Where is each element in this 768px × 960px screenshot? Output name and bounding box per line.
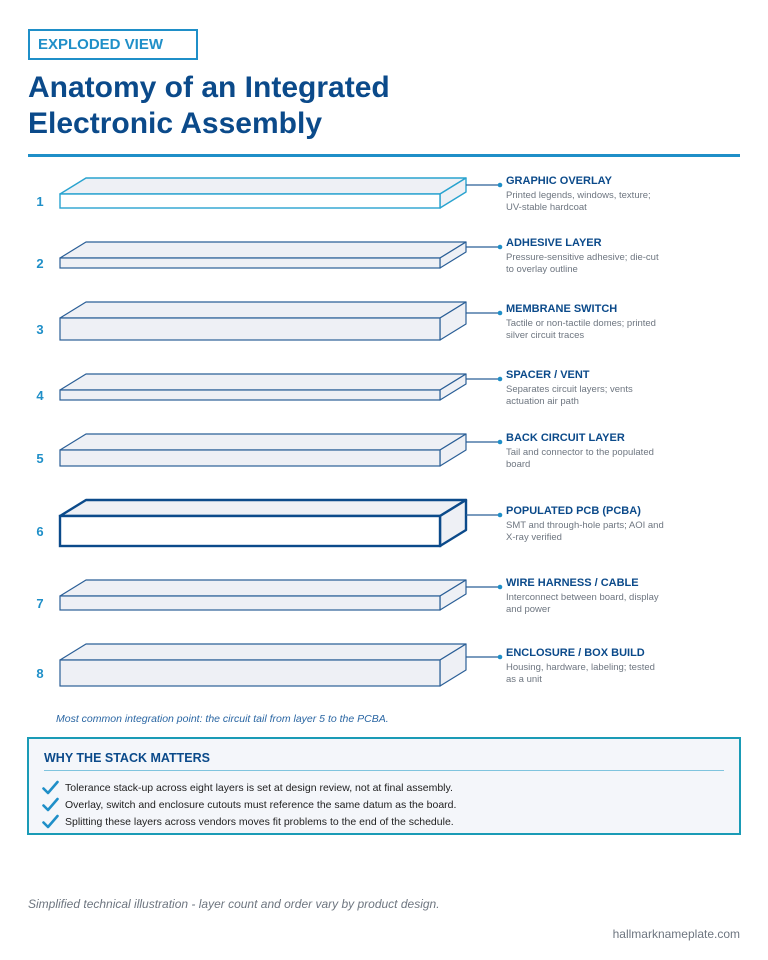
layer-number: 3 [36,322,44,337]
slab-front-face [60,258,440,268]
layer-label-7 [506,577,666,616]
slab-top-face [60,644,466,660]
slab-top-face [60,580,466,596]
leader-dot [498,311,503,316]
slab-front-face [60,660,440,686]
why-item [42,814,454,830]
layer-slab-1 [36,178,502,209]
layer-description: Separates circuit layers; vents actuation air path [506,384,633,407]
slab-front-face [60,516,440,546]
slab-front-face [60,318,440,340]
title-line-1: Anatomy of an Integrated [28,71,390,104]
layer-number: 8 [36,666,44,681]
layer-name: GRAPHIC OVERLAY [506,175,612,187]
slab-top-face [60,178,466,194]
layer-label-8 [506,647,666,686]
site-url: hallmarknameplate.com [612,927,740,941]
layer-label-4 [506,369,666,408]
layer-description: SMT and through-hole parts; AOI and X-ray verified [506,520,664,543]
leader-dot [498,377,503,382]
checkmark-icon [42,780,59,796]
layer-label-6 [506,505,666,544]
layer-number: 2 [36,256,44,271]
why-title: WHY THE STACK MATTERS [44,751,210,765]
layer-name: BACK CIRCUIT LAYER [506,432,625,444]
layer-slab-7 [36,580,502,611]
layer-number: 7 [36,596,44,611]
layer-description: Pressure-sensitive adhesive; die-cut to overlay outline [506,252,659,275]
layer-slab-5 [36,434,502,466]
why-item-text: Overlay, switch and enclosure cutouts must reference the same datum as the board. [65,799,457,811]
layer-label-5 [506,432,666,471]
slab-top-face [60,302,466,318]
layer-name: ADHESIVE LAYER [506,237,602,249]
why-item [42,797,456,813]
layer-number: 5 [36,451,44,466]
slab-front-face [60,450,440,466]
layer-slab-4 [36,374,502,403]
exploded-view-badge: EXPLODED VIEW [28,29,198,60]
why-divider [44,770,724,771]
layer-label-2 [506,237,666,276]
layer-description: Tactile or non-tactile domes; printed silver circuit traces [506,318,656,341]
slab-top-face [60,500,466,516]
why-item-text: Splitting these layers across vendors moves fit problems to the end of the schedule. [65,816,454,828]
why-item-text: Tolerance stack-up across eight layers is set at design review, not at final assembly. [65,782,453,794]
layer-number: 4 [36,388,44,403]
slab-top-face [60,374,466,390]
layer-number: 6 [36,524,44,539]
leader-dot [498,513,503,518]
leader-dot [498,183,503,188]
checkmark-icon [42,814,59,830]
layer-slab-8 [36,644,502,686]
title-line-2: Electronic Assembly [28,107,323,140]
layer-description: Housing, hardware, labeling; tested as a unit [506,662,655,685]
leader-dot [498,440,503,445]
integration-note: Most common integration point: the circuit tail from layer 5 to the PCBA. [56,713,389,725]
layer-label-1 [506,175,666,214]
layer-slab-3 [36,302,502,340]
slab-top-face [60,434,466,450]
layer-slab-2 [36,242,502,271]
footnote: Simplified technical illustration - layer count and order vary by product design. [28,897,440,911]
layer-description: Tail and connector to the populated board [506,447,654,470]
layer-name: MEMBRANE SWITCH [506,303,618,315]
layer-name: POPULATED PCB (PCBA) [506,505,641,517]
why-stack-matters-panel [27,737,741,835]
leader-dot [498,655,503,660]
leader-dot [498,585,503,590]
layer-label-3 [506,303,666,342]
why-item [42,780,453,796]
slab-top-face [60,242,466,258]
layer-description: Printed legends, windows, texture; UV-stable hardcoat [506,190,651,213]
layer-name: WIRE HARNESS / CABLE [506,577,639,589]
slab-front-face [60,390,440,400]
slab-front-face [60,596,440,610]
leader-dot [498,245,503,250]
layer-description: Interconnect between board, display and power [506,592,659,615]
checkmark-icon [42,797,59,813]
layer-number: 1 [36,194,44,209]
layer-name: SPACER / VENT [506,369,590,381]
slab-front-face [60,194,440,208]
layer-slab-6 [36,500,502,546]
layer-name: ENCLOSURE / BOX BUILD [506,647,645,659]
